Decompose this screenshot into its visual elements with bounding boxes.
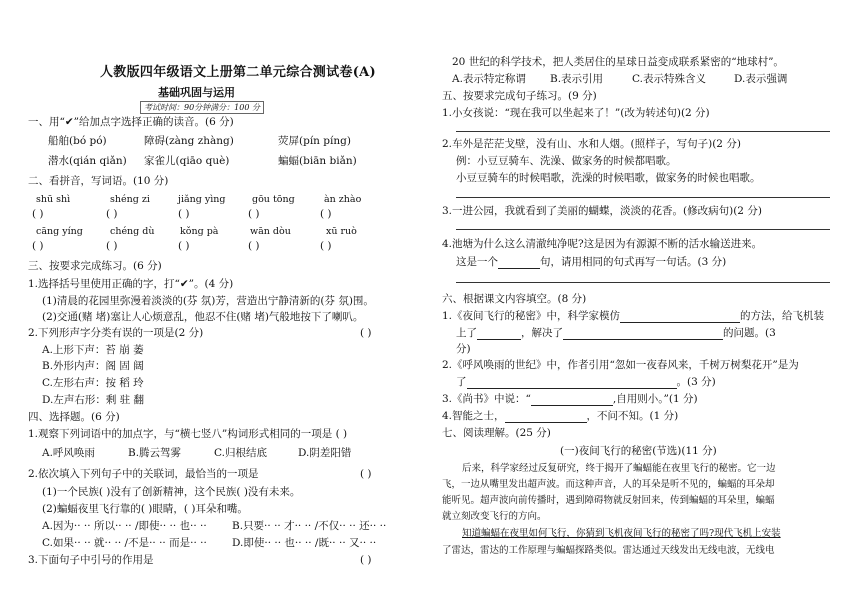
answer-box[interactable]: ( ) bbox=[106, 240, 118, 252]
pinyin-choice: 障碍(zàng zhàng) bbox=[144, 135, 234, 147]
question-text: 1.选择括号里使用正确的字，打“✔”。(4 分) bbox=[28, 278, 234, 290]
option: C.如果·· ·· 就·· ·· /不是·· ·· 而是·· ·· bbox=[42, 537, 207, 549]
section-subtitle: 基础巩固与运用 bbox=[158, 86, 235, 99]
answer-box[interactable]: ( ) bbox=[178, 208, 190, 220]
question-text: 2.车外是茫茫戈壁，没有山、水和人烟。(照样子，写句子)(2 分) bbox=[442, 138, 741, 150]
question-text: 20 世纪的科学技术，把人类居住的星球日益变成联系紧密的“地球村”。 bbox=[452, 56, 784, 68]
option: B.表示引用 bbox=[550, 73, 604, 85]
option: D.即使·· ·· 也·· ·· /既·· ·· 又·· ·· bbox=[232, 537, 377, 549]
answer-line[interactable] bbox=[456, 197, 830, 198]
pinyin-prompt: wān dòu bbox=[250, 226, 291, 237]
question-text: 1.观察下列词语中的加点字，与“横七竖八”构词形式相同的一项是 ( ) bbox=[28, 428, 348, 440]
option: C.左形右声：按 稻 玲 bbox=[42, 377, 144, 389]
answer-line[interactable] bbox=[456, 131, 830, 132]
pinyin-prompt: gōu tōng bbox=[252, 194, 295, 205]
question-text: 1.小女孩说：“现在我可以坐起来了！”(改为转述句)(2 分) bbox=[442, 107, 710, 119]
passage-line: 能听见。超声波向前传播时，遇到障碍物就反射回来，传到蝙蝠的耳朵里，蝙蝠 bbox=[442, 495, 775, 506]
pinyin-choice: 家雀儿(qiāo què) bbox=[144, 155, 230, 167]
passage-line: 就立刻改变飞行的方向。 bbox=[442, 511, 547, 522]
example-text: 小豆豆骑车的时候唱歌，洗澡的时候唱歌，做家务的时候也唱歌。 bbox=[456, 172, 761, 184]
section-3-heading: 三、按要求完成练习。(6 分) bbox=[28, 260, 162, 272]
option: A.表示特定称谓 bbox=[452, 73, 526, 85]
pinyin-prompt: shéng zi bbox=[110, 194, 150, 205]
section-4-heading: 四、选择题。(6 分) bbox=[28, 411, 120, 423]
answer-line[interactable] bbox=[456, 229, 830, 230]
question-text: (2)交通(赌 堵)塞让人心烦意乱，他忍不住(赌 堵)气般地按下了喇叭。 bbox=[42, 311, 364, 323]
pinyin-prompt: kǒng pà bbox=[180, 226, 219, 237]
question-text: 了 。(3 分) bbox=[456, 376, 716, 388]
question-text: (1)一个民族( )没有了创新精神，这个民族( )没有未来。 bbox=[42, 486, 301, 498]
section-5-heading: 五、按要求完成句子练习。(9 分) bbox=[442, 90, 597, 102]
fill-blank[interactable] bbox=[505, 411, 587, 423]
pinyin-choice: 蝙蝠(biān biǎn) bbox=[278, 155, 357, 167]
answer-paren[interactable]: ( ) bbox=[360, 468, 372, 480]
answer-box[interactable]: ( ) bbox=[320, 240, 332, 252]
passage-line: 知道蝙蝠在夜里如何飞行，你猜到飞机夜间飞行的秘密了吗?现代飞机上安装 bbox=[462, 528, 781, 539]
option: C.表示特殊含义 bbox=[632, 73, 706, 85]
page-title: 人教版四年级语文上册第二单元综合测试卷(A) bbox=[100, 65, 376, 80]
question-text: 上了 ，解决了 的问题。(3 bbox=[456, 327, 776, 339]
option: D.左声右形：剩 驻 翻 bbox=[42, 394, 145, 406]
answer-box[interactable]: ( ) bbox=[248, 208, 260, 220]
option: B.腾云驾雾 bbox=[128, 447, 182, 459]
question-text: (1)清晨的花园里弥漫着淡淡的(芬 氛)芳，营造出宁静清新的(芬 氛)围。 bbox=[42, 295, 374, 307]
option: C.归根结底 bbox=[214, 447, 267, 459]
pinyin-prompt: jiǎng yìng bbox=[178, 194, 226, 205]
option: A.呼风唤雨 bbox=[42, 447, 95, 459]
answer-box[interactable]: ( ) bbox=[320, 208, 332, 220]
question-text: 3.一进公园，我就看到了美丽的蝴蝶，淡淡的花香。(修改病句)(2 分) bbox=[442, 205, 762, 217]
option: A.因为·· ·· 所以·· ·· /即使·· ·· 也·· ·· bbox=[42, 520, 207, 532]
answer-paren[interactable]: ( ) bbox=[360, 554, 372, 566]
fill-blank[interactable] bbox=[531, 394, 613, 406]
pinyin-prompt: chéng dù bbox=[110, 226, 155, 237]
passage-title: (一)夜间飞行的秘密(节选)(11 分) bbox=[560, 445, 717, 457]
question-text: 4.智能之士， ，不问不知。(1 分) bbox=[442, 410, 679, 422]
fill-blank[interactable] bbox=[477, 328, 521, 340]
option: D.表示强调 bbox=[734, 73, 788, 85]
answer-box[interactable]: ( ) bbox=[106, 208, 118, 220]
section-7-heading: 七、阅读理解。(25 分) bbox=[442, 427, 551, 439]
option: B.外形内声：阁 固 阔 bbox=[42, 360, 144, 372]
answer-box[interactable]: ( ) bbox=[248, 240, 260, 252]
pinyin-prompt: shū shì bbox=[36, 194, 71, 205]
section-6-heading: 六、根据课文内容填空。(8 分) bbox=[442, 293, 587, 305]
fill-blank[interactable] bbox=[498, 257, 540, 269]
pinyin-choice: 潜水(qián qiǎn) bbox=[48, 155, 127, 167]
question-text: (2)蝙蝠夜里飞行靠的( )眼睛，( )耳朵和嘴。 bbox=[42, 503, 248, 515]
fill-blank[interactable] bbox=[467, 377, 677, 389]
passage-line: 了雷达，雷达的工作原理与蝙蝠探路类似。雷达通过天线发出无线电波，无线电 bbox=[442, 545, 775, 556]
question-text: 分) bbox=[456, 343, 471, 355]
pinyin-choice: 荧屏(pín píng) bbox=[278, 135, 351, 147]
fill-blank[interactable] bbox=[620, 311, 740, 323]
section-1-heading: 一、用“✔”给加点字选择正确的读音。(6 分) bbox=[28, 116, 234, 128]
exam-meta: 考试时间：90分钟满分：100 分 bbox=[140, 101, 264, 114]
pinyin-prompt: cāng yíng bbox=[36, 226, 83, 237]
question-text: 3.《尚书》中说：“ ,自用则小。”(1 分) bbox=[442, 393, 698, 405]
answer-box[interactable]: ( ) bbox=[178, 240, 190, 252]
passage-line: 后来，科学家经过反复研究，终于揭开了蝙蝠能在夜里飞行的秘密。它一边 bbox=[462, 463, 776, 474]
question-text: 1.《夜间飞行的秘密》中，科学家模仿 的方法，给飞机装 bbox=[442, 310, 825, 322]
fill-blank[interactable] bbox=[563, 328, 723, 340]
question-text: 3.下面句子中引号的作用是 bbox=[28, 554, 154, 566]
option: D.阴差阳错 bbox=[298, 447, 352, 459]
question-text: 2.下列形声字分类有误的一项是(2 分) bbox=[28, 327, 204, 339]
question-text: 2.依次填入下列句子中的关联词，最恰当的一项是 bbox=[28, 468, 259, 480]
option: A.上形下声：苔 崩 萎 bbox=[42, 344, 144, 356]
pinyin-choice: 船舶(bó pó) bbox=[48, 135, 107, 147]
answer-paren[interactable]: ( ) bbox=[360, 327, 372, 339]
pinyin-prompt: xū ruò bbox=[326, 226, 357, 237]
answer-box[interactable]: ( ) bbox=[32, 208, 44, 220]
option: B.只要·· ·· 才·· ·· /不仅·· ·· 还·· ·· bbox=[232, 520, 387, 532]
question-text: 这是一个 句，请用相同的句式再写一句话。(3 分) bbox=[456, 256, 727, 268]
passage-line: 飞，一边从嘴里发出超声波。而这种声音，人的耳朵是听不见的，蝙蝠的耳朵却 bbox=[442, 479, 775, 490]
question-text: 2.《呼风唤雨的世纪》中，作者引用“忽如一夜春风来，千树万树梨花开”是为 bbox=[442, 359, 799, 371]
example-text: 例：小豆豆骑车、洗澡、做家务的时候都唱歌。 bbox=[456, 155, 677, 167]
answer-line[interactable] bbox=[456, 282, 830, 283]
pinyin-prompt: àn zhào bbox=[324, 194, 362, 205]
question-text: 4.池塘为什么这么清澈纯净呢?这是因为有源源不断的活水输送进来。 bbox=[442, 238, 763, 250]
answer-box[interactable]: ( ) bbox=[32, 240, 44, 252]
section-2-heading: 二、看拼音，写词语。(10 分) bbox=[28, 175, 169, 187]
